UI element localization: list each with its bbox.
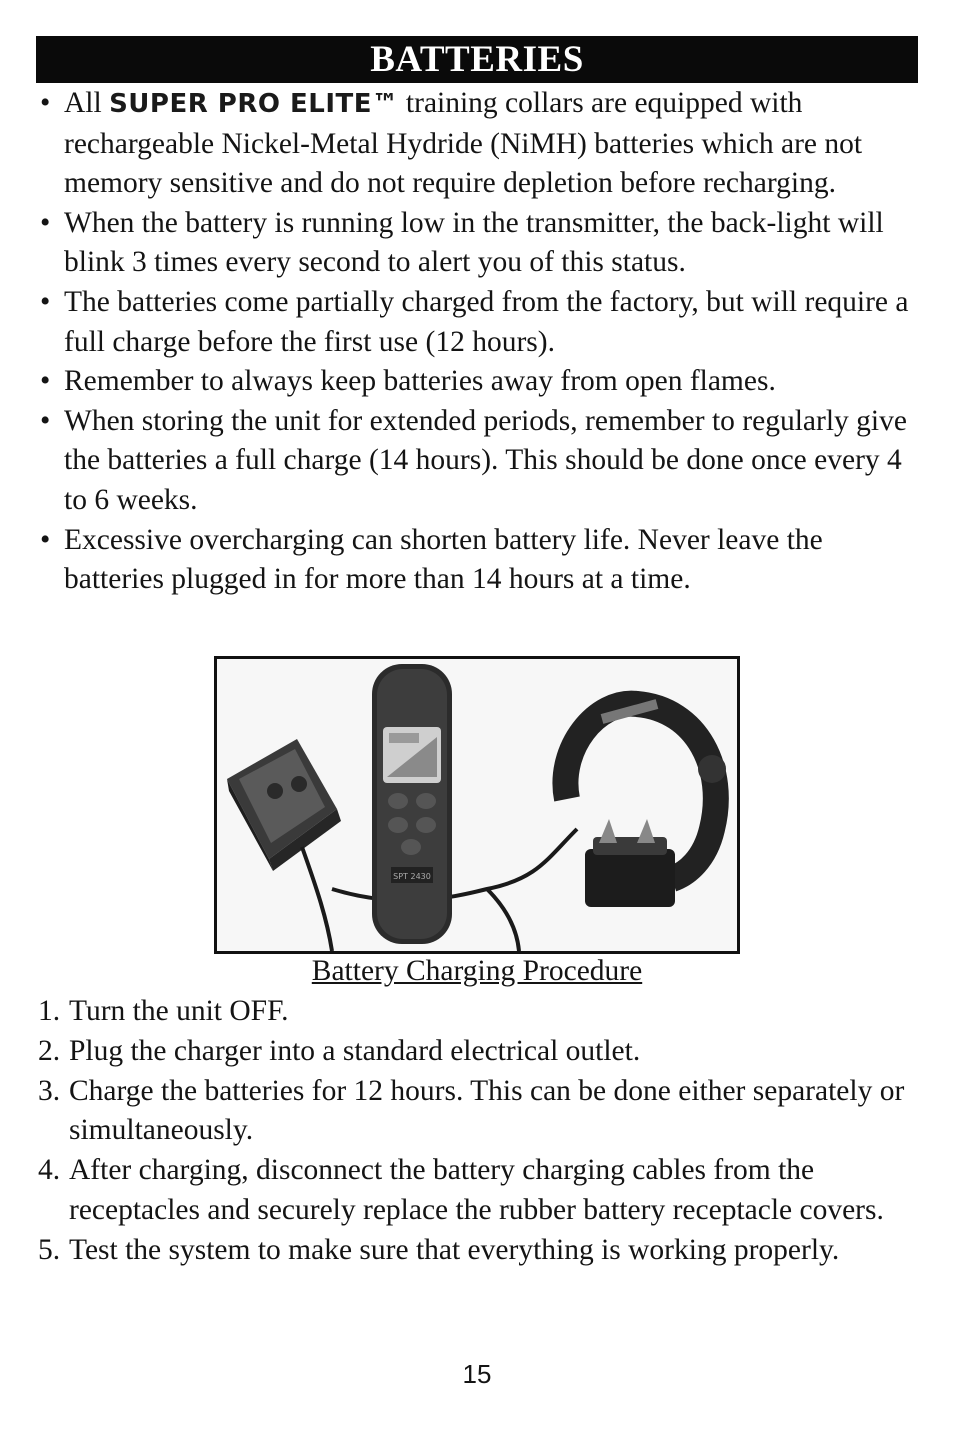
bullet-text: When the battery is running low in the transmitter, the back-light will blink 3 times every second to alert you of this status. [64,206,884,279]
step-number: 4. [38,1154,61,1187]
bullet-item [36,362,926,402]
bullet-dot: • [40,87,51,119]
bullet-text: The batteries come partially charged from the factory, but will require a full charge before the first use (12 hours). [64,285,909,358]
transmitter-label: SPT 2430 [393,872,431,881]
section-title: BATTERIES [36,36,918,83]
bullet-dot: • [40,404,51,437]
charging-illustration [217,659,737,951]
bullet-item [36,204,926,283]
bullet-item [36,283,926,362]
charging-steps-list [36,992,926,1271]
step-text: Turn the unit OFF. [69,995,289,1027]
step-number: 3. [38,1074,61,1107]
figure-caption: Battery Charging Procedure [311,955,643,987]
step-item [36,992,926,1032]
bullet-dot: • [40,523,51,556]
step-number: 2. [38,1034,61,1067]
step-text: Plug the charger into a standard electrical outlet. [69,1034,641,1067]
bullet-item [36,402,926,521]
brand-name: SUPER PRO ELITE™ [109,89,399,119]
step-item [36,1072,926,1152]
bullet-item [36,521,926,600]
charging-photo [214,656,740,954]
bullet-text: Remember to always keep batteries away from open flames. [64,365,776,398]
step-item [36,1231,926,1271]
step-text: Charge the batteries for 12 hours. This can be done either separately or simultaneously. [69,1074,905,1147]
bullet-prefix: All [64,87,102,119]
bullet-text: Excessive overcharging can shorten battery life. Never leave the batteries plugged in for more than 14 hours at a time. [64,523,823,596]
bullet-dot: • [40,285,51,318]
step-item [36,1151,926,1231]
battery-notes-list [36,84,926,600]
step-text: Test the system to make sure that everything is working properly. [69,1233,840,1266]
bullet-text: When storing the unit for extended periods, remember to regularly give the batteries a full charge (14 hours). This should be done once every 4 to 6 weeks. [64,404,907,516]
step-number: 1. [38,995,61,1027]
page-number: 15 [462,1359,492,1389]
bullet-text: training collars are equipped with rechargeable Nickel-Metal Hydride (NiMH) batteries which are not memory sensitive and do not require depletion before recharging. [64,87,863,200]
transmitter-icon [372,664,452,944]
bullet-item [36,84,926,204]
bullet-dot: • [40,365,51,398]
step-item [36,1032,926,1072]
step-text: After charging, disconnect the battery charging cables from the receptacles and securely replace the rubber battery receptacle covers. [69,1154,884,1226]
step-number: 5. [38,1233,61,1266]
bullet-dot: • [40,206,51,239]
